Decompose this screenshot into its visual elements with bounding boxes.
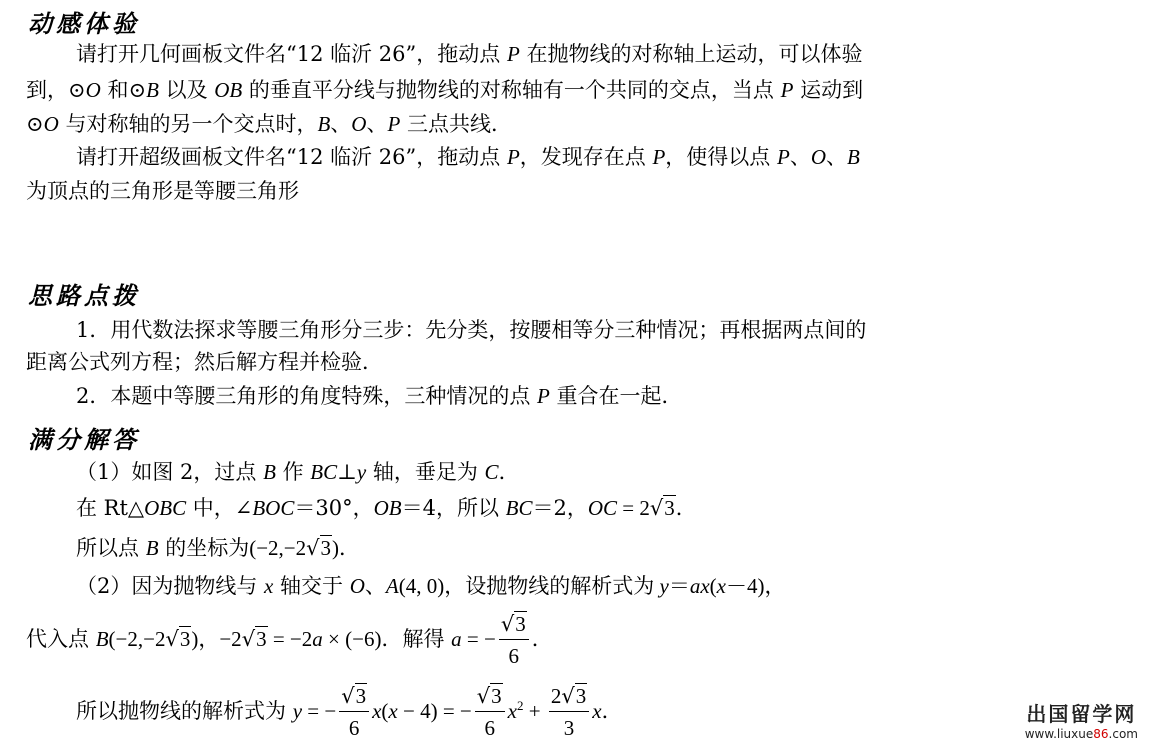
tips-line-1: 1．用代数法探求等腰三角形分三步：先分类，按腰相等分三种情况；再根据两点间的 bbox=[76, 318, 867, 342]
sqrt-symbol: √3 bbox=[649, 496, 675, 520]
fraction: $\frac{√3}{6}$ bbox=[499, 612, 529, 669]
fraction: $\frac{√3}{6}$ bbox=[475, 684, 505, 741]
solution-line-4: （2）因为抛物线与 x 轴交于 O、A(4, 0)，设抛物线的解析式为 y＝ax(x－4)， bbox=[76, 574, 786, 598]
experience-line-1: 请打开几何画板文件名“12 临沂 26”，拖动点 P 在抛物线的对称轴上运动，可以体验 bbox=[76, 42, 863, 66]
fraction: $\frac{√3}{6}$ bbox=[339, 684, 369, 741]
heading-thinking-tips: 思路点拨 bbox=[28, 282, 140, 310]
tips-line-3: 2．本题中等腰三角形的角度特殊，三种情况的点 P 重合在一起． bbox=[76, 384, 683, 408]
solution-line-5: 代入点 B(−2,−2√3)，−2√3 = −2a × (−6)．解得 a = − $\frac{√3}{6}$ ． bbox=[26, 612, 553, 669]
watermark-url: www.liuxue86.com bbox=[1024, 727, 1138, 741]
sqrt-symbol: √3 bbox=[341, 684, 367, 708]
solution-line-6: 所以抛物线的解析式为 y = − $\frac{√3}{6}$ x(x − 4) = − $\frac{√3}{6}$ $x^2$ + $\frac{2√3}{3}$ x． bbox=[76, 684, 623, 741]
sqrt-symbol: √3 bbox=[561, 684, 587, 708]
tips-line-2: 距离公式列方程；然后解方程并检验． bbox=[26, 350, 383, 374]
experience-line-5: 为顶点的三角形是等腰三角形 bbox=[26, 179, 299, 203]
sqrt-symbol: √3 bbox=[476, 684, 502, 708]
sqrt-symbol: √3 bbox=[241, 627, 267, 652]
sqrt-symbol: √3 bbox=[500, 612, 526, 636]
heading-full-solution: 满分解答 bbox=[28, 426, 140, 454]
watermark bbox=[1025, 698, 1138, 741]
solution-line-1: （1）如图 2，过点 B 作 BC⊥y 轴，垂足为 C． bbox=[76, 460, 520, 484]
experience-line-3: ⊙O 与对称轴的另一个交点时，B、O、P 三点共线． bbox=[26, 112, 512, 136]
experience-line-4: 请打开超级画板文件名“12 临沂 26”，拖动点 P，发现存在点 P，使得以点 P、O、B bbox=[76, 145, 860, 169]
fraction: $\frac{2√3}{3}$ bbox=[549, 684, 589, 741]
heading-dynamic-experience: 动感体验 bbox=[28, 10, 140, 38]
sqrt-symbol: √3 bbox=[306, 536, 332, 560]
sqrt-symbol: √3 bbox=[165, 627, 191, 652]
watermark-title: 出国留学网 bbox=[1026, 702, 1137, 726]
experience-line-2: 到，⊙O 和⊙B 以及 OB 的垂直平分线与抛物线的对称轴有一个共同的交点，当点 P 运动到 bbox=[26, 78, 864, 102]
solution-line-2: 在 Rt△OBC 中，∠BOC＝30°，OB＝4，所以 BC＝2，OC = 2√3． bbox=[76, 496, 697, 520]
solution-line-3: 所以点 B 的坐标为(−2,−2√3)． bbox=[76, 536, 361, 560]
